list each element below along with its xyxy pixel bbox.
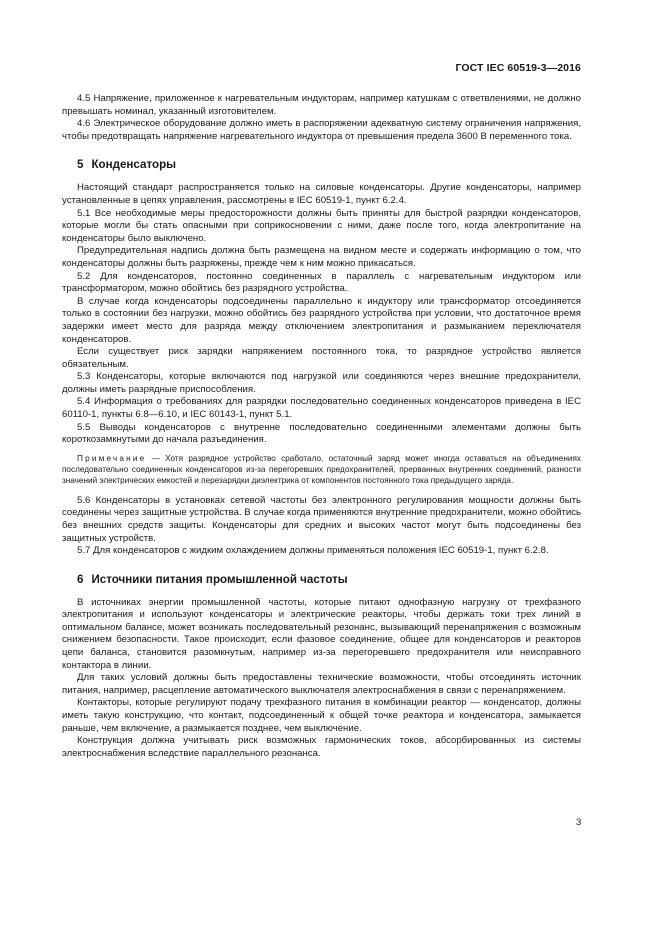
section-5-intro: Настоящий стандарт распространяется только на силовые конденсаторы. Другие конденсаторы, например установленные в цепях управления, рассмотрены в IEC 60519-1, пункт 6.2.4. <box>62 182 581 206</box>
paragraph-5-2: 5.2 Для конденсаторов, постоянно соединенных в параллель с нагревательным индуктором или трансформатором, можно обойтись без разрядного устройства. <box>62 270 581 295</box>
paragraph-4-6: 4.6 Электрическое оборудование должно иметь в распоряжении адекватную систему ограничения напряжения, чтобы предотвращать напряжение нагревательного индуктора от превышения предела 3600 В переменного тока. <box>62 118 581 142</box>
section-5-title: Конденсаторы <box>91 158 177 172</box>
note-text: — Хотя разрядное устройство сработало, остаточный заряд может иногда оставаться на объединениях последовательно соединенных конденсаторов из-за перегоревших предохранителей, прерванных внутренних соединений, разности значений электрических емкостей и перезарядки диэлектрика от компонентов постоянного тока предыдущего заряда. <box>62 453 581 486</box>
section-5-number: 5 <box>77 158 84 172</box>
paragraph-4-5: 4.5 Напряжение, приложенное к нагревательным индукторам, например катушкам с ответвлениями, не должно превышать номинал, указанный изготовителем. <box>62 93 581 117</box>
section-6-heading <box>62 573 581 586</box>
paragraph-5-1: 5.1 Все необходимые меры предосторожности должны быть приняты для быстрой разрядки конденсаторов, которые могли бы стать опасными при соприкосновении с ними, даже после того, когда электропитание на конденсаторы было выключено. <box>62 207 581 244</box>
paragraph-5-4: 5.4 Информация о требованиях для разрядки последовательно соединенных конденсаторов приведена в IEC 60110-1, пункты 6.8—6.10, и IEC 60143-1, пункт 5.1. <box>62 396 581 421</box>
section-6-paragraph: Конструкция должна учитывать риск возможных гармонических токов, абсорбированных из системы электроснабжения вследствие параллельного резонанса. <box>62 735 581 759</box>
section-6-paragraph: Для таких условий должны быть предоставлены технические возможности, чтобы отсоединять источник питания, например, расцепление автоматического выключателя электроснабжения в связи с перенапряжением. <box>62 672 581 696</box>
paragraph-5-6: 5.6 Конденсаторы в установках сетевой частоты без электронного регулирования мощности должны быть соединены через защитные устройства. В случае когда применяются внутренние предохранители, можно обойтись без внешних средств защиты. Конденсаторы для средних и высоких частот могут быть подсоединены без защитных устройств. <box>62 494 581 544</box>
document-body <box>62 93 581 760</box>
section-5-heading <box>62 158 581 171</box>
paragraph-5-2-dc-risk: Если существует риск зарядки напряжением постоянного тока, то разрядное устройство является обязательным. <box>62 346 581 370</box>
paragraph-5-2-case: В случае когда конденсаторы подсоединены параллельно к индуктору или трансформатор отсоединяется только в состоянии без нагрузки, можно обойтись без разрядного устройства при условии, что достаточное время задержки имеет место для разряда между отключением электропитания и размыканием переключателя конденсаторов. <box>62 295 581 345</box>
section-6-title: Источники питания промышленной частоты <box>91 572 348 586</box>
section-6-paragraph: В источниках энергии промышленной частоты, которые питают однофазную нагрузку от трехфазного электропитания и используют конденсаторы и электрические реакторы, чтобы держать токи трех линий в оптимальном балансе, может возникать последовательный резонанс, вызывающий перенапряжения с возможным снижением безопасности. Такое происходит, если фазовое соединение, общее для конденсаторов и реакторов цепи баланса, становится разомкнутым, например из-за перегоревшего предохранителя или неисправного контактора в линии. <box>62 596 581 671</box>
section-6-paragraph: Контакторы, которые регулируют подачу трехфазного питания в комбинации реактор — конденсатор, должны иметь такую конструкцию, что контакт, подсоединенный к общей точке реактора и конденсатора, замыкается раньше, чем включение, а размыкается позднее, чем выключение. <box>62 697 581 734</box>
note-label: Примечание <box>77 453 147 463</box>
document-header: ГОСТ IEC 60519-3—2016 <box>455 62 581 74</box>
section-6-number: 6 <box>77 572 84 586</box>
paragraph-5-7: 5.7 Для конденсаторов с жидким охлаждением должны применяться положения IEC 60519-1, пункт 6.2.8. <box>77 545 549 557</box>
note <box>62 453 581 487</box>
paragraph-5-3: 5.3 Конденсаторы, которые включаются под нагрузкой или соединяются через внешние предохранители, должны иметь разрядные приспособления. <box>62 371 581 395</box>
paragraph-5-5: 5.5 Выводы конденсаторов с внутренне последовательно соединенными элементами должны быть короткозамкнутыми до начала разъединения. <box>62 421 581 446</box>
page-number: 3 <box>576 817 582 828</box>
paragraph-5-1-warning: Предупредительная надпись должна быть размещена на видном месте и содержать информацию о том, что конденсаторы должны быть разряжены, прежде чем к ним можно прикасаться. <box>62 245 581 269</box>
